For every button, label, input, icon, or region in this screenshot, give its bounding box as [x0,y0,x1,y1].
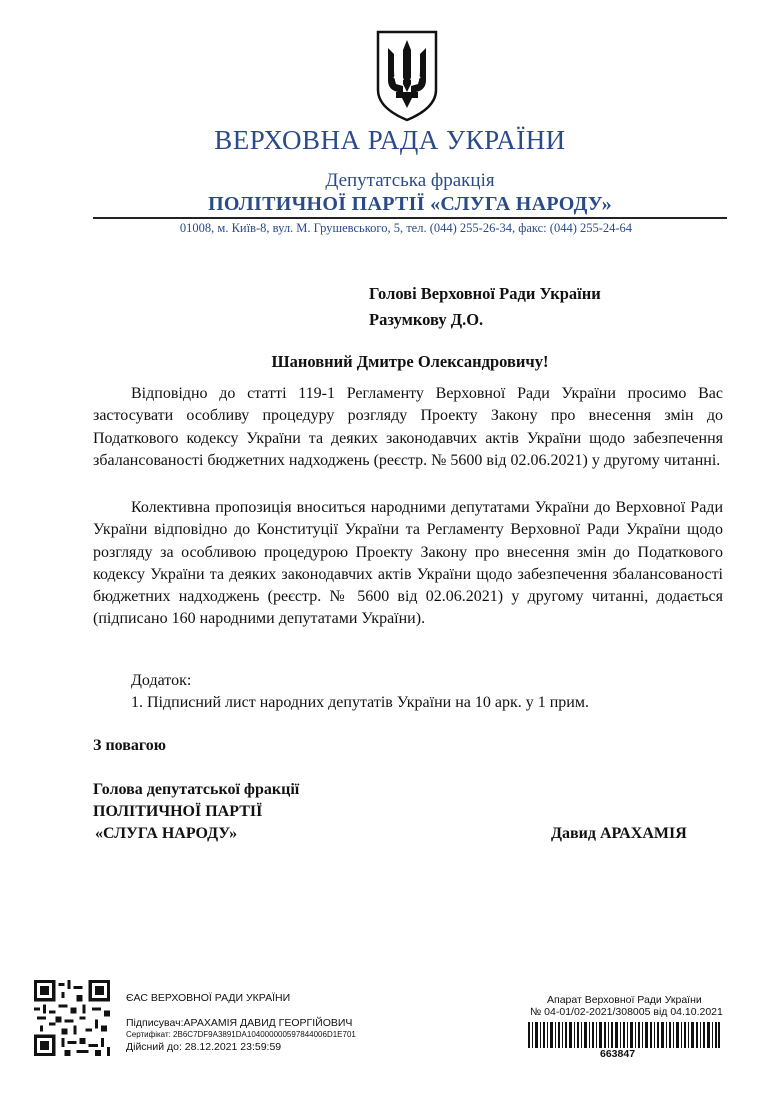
e-signature-system: ЄАС ВЕРХОВНОЇ РАДИ УКРАЇНИ [126,992,291,1004]
org-title: ВЕРХОВНА РАДА УКРАЇНИ [214,125,566,155]
party-name: ПОЛІТИЧНОЇ ПАРТІЇ «СЛУГА НАРОДУ» [208,193,612,215]
signatory-title-line3: «СЛУГА НАРОДУ» [95,825,238,842]
attachment-label: Додаток: [131,672,192,689]
trident-emblem-icon [374,28,440,122]
e-signature-certificate: Сертифікат: 2B6C7DF9A3891DA104000000597844006D1E701 [126,1030,356,1039]
barcode [528,1022,720,1048]
registration-number: № 04-01/02-2021/308005 від 04.10.2021 [530,1006,723,1018]
signatory-title-line2: ПОЛІТИЧНОЇ ПАРТІЇ [93,803,263,820]
signatory-title-line1: Голова депутатської фракції [93,781,300,798]
body-paragraph-1: Відповідно до статті 119-1 Регламенту Верховної Ради України просимо Вас застосувати особливу процедуру розгляду Проекту Закону про внесення змін до Податкового кодексу України та деяких законодавчих актів України щодо забезпечення збалансованості бюджетних надходжень (реєстр. № 5600 від 02.06.2021) у другому читанні. [93,385,723,469]
addressee-position: Голові Верховної Ради України [369,284,601,303]
faction-name: Депутатська фракція [325,170,495,191]
addressee-name: Разумкову Д.О. [369,310,484,329]
header-divider [93,217,727,219]
body-paragraph-2: Колективна пропозиція вноситься народними депутатами України до Верховної Ради України відповідно до Конституції України та Регламенту Верховної Ради України щодо розгляду за особливою процедурою Проекту Закону про внесення змін до Податкового кодексу України та деяких законодавчих актів України щодо забезпечення збалансованості бюджетних надходжень (реєстр. № 5600 від 02.06.2021) у другому читанні, додається (підписано 160 народними депутатами України). [93,499,723,628]
attachment-item: 1. Підписний лист народних депутатів України на 10 арк. у 1 прим. [131,694,589,711]
salutation: Шановний Дмитре Олександровичу! [271,352,549,371]
registration-office: Апарат Верховної Ради України [547,994,702,1006]
qr-code [34,980,110,1056]
address-line: 01008, м. Київ-8, вул. М. Грушевського, 5, тел. (044) 255-26-34, факс: (044) 255-24-64 [179,221,633,235]
e-signature-signer: Підписувач:АРАХАМІЯ ДАВИД ГЕОРГІЙОВИЧ [126,1017,353,1029]
closing: З повагою [93,737,166,754]
signatory-name: Давид АРАХАМІЯ [551,825,687,842]
e-signature-valid-until: Дійсний до: 28.12.2021 23:59:59 [126,1041,282,1053]
barcode-number: 663847 [600,1048,636,1060]
